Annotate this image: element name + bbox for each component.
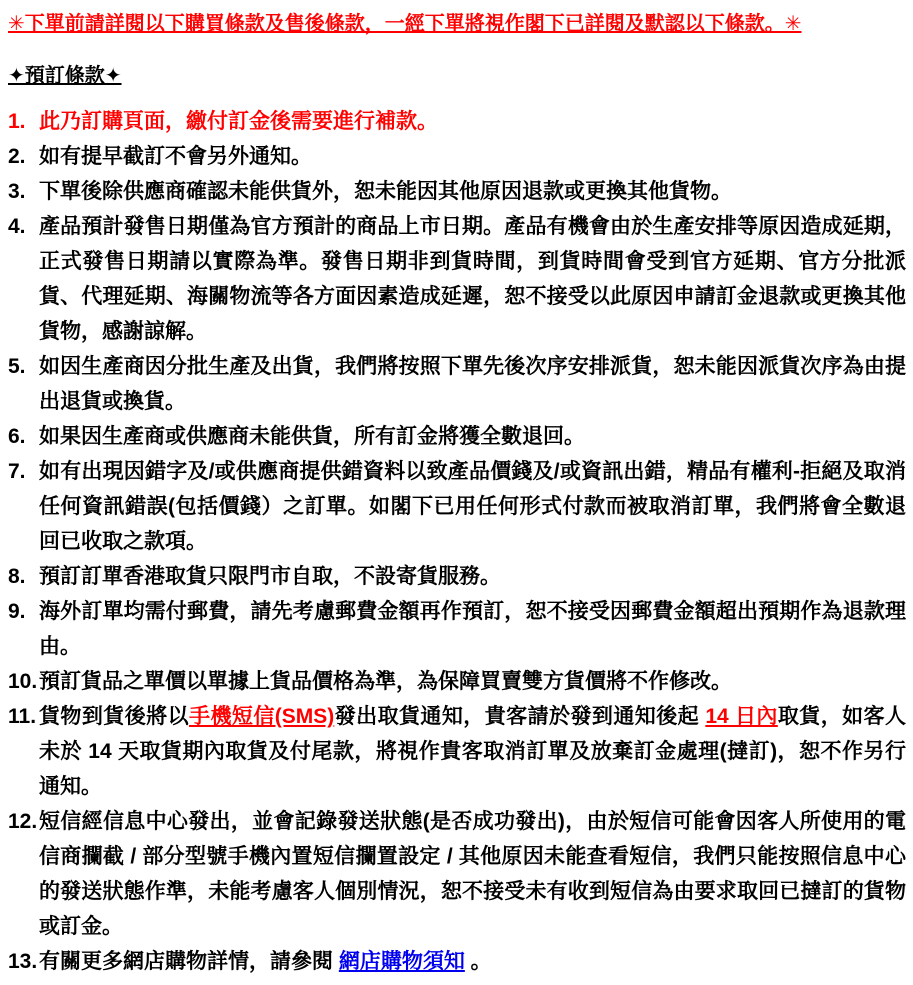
term-number: 13. xyxy=(8,950,38,973)
term-text xyxy=(39,174,906,209)
term-item-5 xyxy=(8,349,906,419)
term-text xyxy=(39,944,906,979)
term-text xyxy=(39,139,906,174)
term-item-2 xyxy=(8,139,906,174)
term-text xyxy=(39,559,906,594)
term-item-6 xyxy=(8,419,906,454)
term-segment: 如有出現因錯字及/或供應商提供錯資料以致產品價錢及/或資訊出錯，精品有權利-拒絕及取消任何資訊錯誤(包括價錢）之訂單。如閣下已用任何形式付款而被取消訂單，我們將會全數退回已收取之款項。 xyxy=(39,460,906,553)
term-segment: 取貨，如客人未於 14 天取貨期內取貨及付尾款，將視作貴客取消訂單及放棄訂金處理(撻訂)，恕不作另行通知。 xyxy=(39,705,906,798)
term-text xyxy=(39,454,906,559)
pre-order-warning: ✳︎下單前請詳閱以下購買條款及售後條款，一經下單將視作閣下已詳閱及默認以下條款。✳︎ xyxy=(8,13,802,35)
term-item-9 xyxy=(8,594,906,664)
term-segment: 預訂訂單香港取貨只限門市自取，不設寄貨服務。 xyxy=(39,565,501,588)
term-segment: 如果因生產商或供應商未能供貨，所有訂金將獲全數退回。 xyxy=(39,425,585,448)
term-segment: 短信經信息中心發出，並會記錄發送狀態(是否成功發出)，由於短信可能會因客人所使用的電信商攔截 / 部分型號手機內置短信攔置設定 / 其他原因未能查看短信，我們只能按照信息中心的發送狀態作準，未能考慮客人個別情況，恕不接受未有收到短信為由要求取回已撻訂的貨物或訂金。 xyxy=(39,810,906,938)
term-number: 5. xyxy=(8,355,26,378)
term-item-7 xyxy=(8,454,906,559)
term-segment: 有關更多網店購物詳情，請參閱 xyxy=(39,950,339,973)
term-text xyxy=(39,104,906,139)
term-segment: 海外訂單均需付郵費，請先考慮郵費金額再作預訂，恕不接受因郵費金額超出預期作為退款理由。 xyxy=(39,600,906,658)
section-title: ✦預訂條款✦ xyxy=(8,65,122,87)
term-text xyxy=(39,209,906,349)
shop-guide-link[interactable]: 網店購物須知 xyxy=(338,950,465,973)
term-text xyxy=(39,664,906,699)
section-title-row xyxy=(8,62,906,90)
term-segment: 發出取貨通知，貴客請於發到通知後起 xyxy=(334,705,706,728)
term-item-13 xyxy=(8,944,906,979)
term-segment: 如有提早截訂不會另外通知。 xyxy=(39,145,312,168)
term-segment: 貨物到貨後將以 xyxy=(39,705,190,728)
term-text xyxy=(39,699,906,804)
term-number: 9. xyxy=(8,600,26,623)
term-segment: 下單後除供應商確認未能供貨外，恕未能因其他原因退款或更換其他貨物。 xyxy=(39,180,732,203)
term-item-1 xyxy=(8,104,906,139)
term-text xyxy=(39,349,906,419)
highlighted-text: 手機短信(SMS) xyxy=(189,705,335,728)
term-number: 1. xyxy=(8,110,26,133)
term-item-11 xyxy=(8,699,906,804)
term-item-10 xyxy=(8,664,906,699)
term-segment: 產品預計發售日期僅為官方預計的商品上市日期。產品有機會由於生產安排等原因造成延期，正式發售日期請以實際為準。發售日期非到貨時間，到貨時間會受到官方延期、官方分批派貨、代理延期、海關物流等各方面因素造成延遲，恕不接受以此原因申請訂金退款或更換其他貨物，感謝諒解。 xyxy=(39,215,906,343)
term-segment: 。 xyxy=(464,950,492,973)
term-item-12 xyxy=(8,804,906,944)
term-segment: 如因生產商因分批生產及出貨，我們將按照下單先後次序安排派貨，恕未能因派貨次序為由提出退貨或換貨。 xyxy=(39,355,906,413)
term-number: 7. xyxy=(8,460,26,483)
term-number: 4. xyxy=(8,215,26,238)
term-item-4 xyxy=(8,209,906,349)
term-text xyxy=(39,804,906,944)
term-number: 11. xyxy=(8,705,37,728)
term-number: 6. xyxy=(8,425,26,448)
term-segment: 此乃訂購頁面，繳付訂金後需要進行補款。 xyxy=(39,110,438,133)
term-number: 10. xyxy=(8,670,38,693)
term-number: 3. xyxy=(8,180,26,203)
term-item-8 xyxy=(8,559,906,594)
term-segment: 預訂貨品之單價以單據上貨品價格為準，為保障買賣雙方貨價將不作修改。 xyxy=(39,670,732,693)
term-text xyxy=(39,594,906,664)
term-item-3 xyxy=(8,174,906,209)
term-number: 12. xyxy=(8,810,38,833)
term-text xyxy=(39,419,906,454)
highlighted-text: 14 日內 xyxy=(705,705,778,728)
term-number: 2. xyxy=(8,145,26,168)
terms-list xyxy=(8,104,906,979)
term-number: 8. xyxy=(8,565,26,588)
